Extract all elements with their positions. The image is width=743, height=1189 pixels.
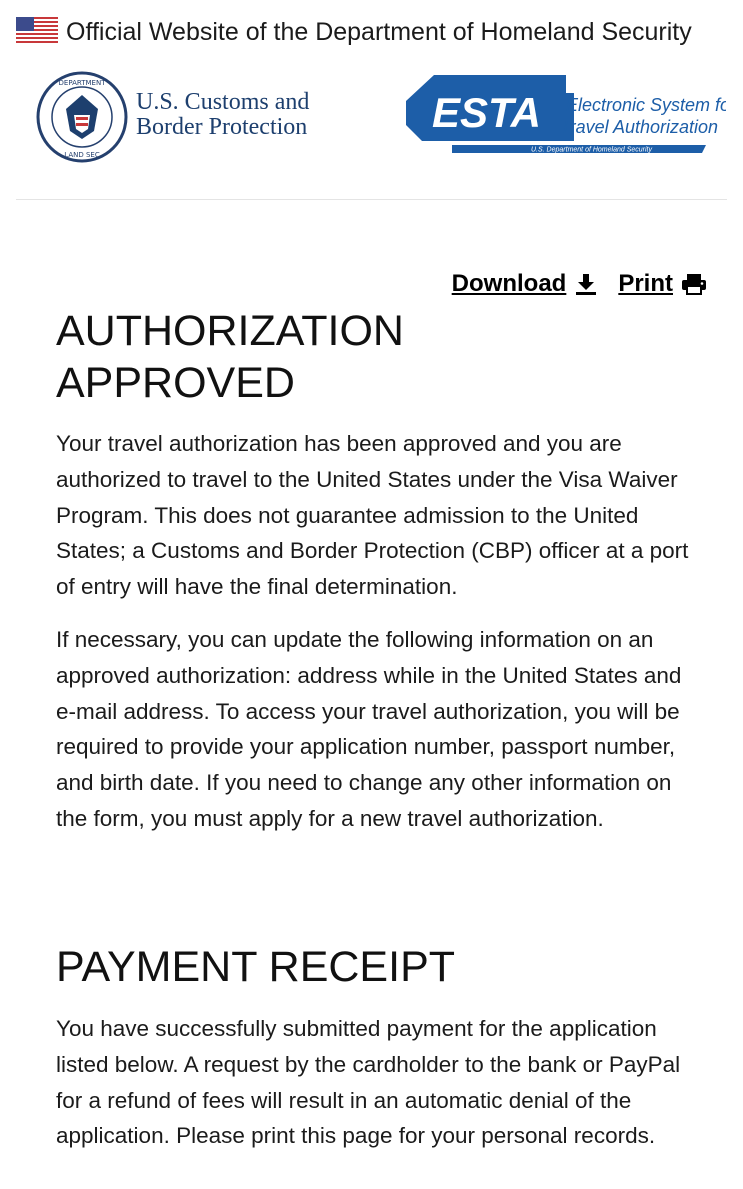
cbp-logo-line2: Border Protection xyxy=(136,114,308,140)
print-link[interactable] xyxy=(618,270,707,298)
esta-wordmark: ESTA xyxy=(432,89,541,136)
page-actions xyxy=(452,270,707,298)
header-logos xyxy=(16,63,727,200)
svg-text:LAND SEC: LAND SEC xyxy=(64,151,100,159)
us-flag-icon xyxy=(16,7,58,63)
download-link[interactable] xyxy=(452,270,599,298)
receipt-heading: PAYMENT RECEIPT xyxy=(56,943,456,991)
approval-heading-line2: APPROVED xyxy=(56,359,295,407)
banner-text: Official Website of the Department of Homeland Security xyxy=(66,18,692,46)
approval-heading xyxy=(56,305,696,409)
esta-tagline-line1: Electronic System for xyxy=(566,95,726,115)
printer-icon xyxy=(681,272,707,296)
approval-paragraph-2: If necessary, you can update the following information on an approved authorization: address while in the United States and e-mail address. To access your travel authorization, you will be required to provide your application number, passport number, and birth date. If you need to change any other information on the form, you must apply for a new travel authorization. xyxy=(56,626,682,831)
svg-text:DEPARTMENT: DEPARTMENT xyxy=(58,79,106,87)
approval-section xyxy=(56,305,696,837)
approval-paragraph-1: Your travel authorization has been approved and you are authorized to travel to the United States under the Visa Waiver Program. This does not guarantee admission to the United States; a Customs and Border Protection (CBP) officer at a port of entry will have the final determination. xyxy=(56,431,689,600)
official-site-banner xyxy=(0,0,743,63)
receipt-paragraph: You have successfully submitted payment for the application listed below. A request by the cardholder to the bank or PayPal for a refund of fees will result in an automatic denial of the application. Please print this page for your personal records. xyxy=(56,1016,681,1149)
cbp-logo-text[interactable] xyxy=(136,90,309,140)
esta-tagline-line2: Travel Authorization xyxy=(560,117,719,137)
print-label: Print xyxy=(618,270,673,297)
download-icon xyxy=(574,272,598,296)
dhs-seal-icon[interactable] xyxy=(36,71,128,168)
approval-heading-line1: AUTHORIZATION xyxy=(56,307,404,355)
receipt-section xyxy=(56,941,696,1154)
cbp-logo-line1: U.S. Customs and xyxy=(136,89,310,115)
esta-dept: U.S. Department of Homeland Security xyxy=(531,146,652,154)
esta-logo[interactable] xyxy=(406,71,726,172)
download-label: Download xyxy=(451,270,567,297)
